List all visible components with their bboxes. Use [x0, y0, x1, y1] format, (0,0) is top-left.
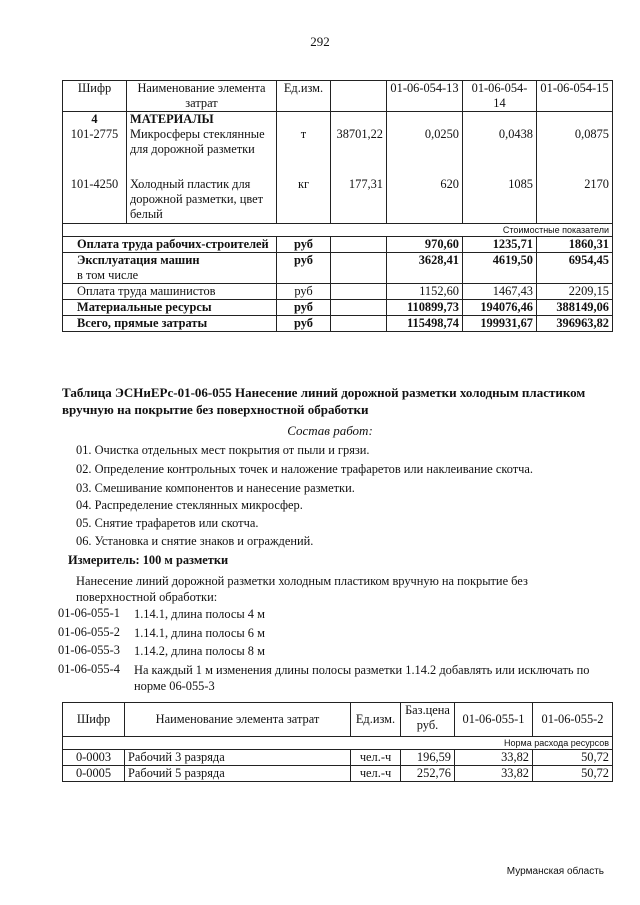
row-code: 101-4250 — [63, 177, 127, 223]
total-row — [63, 283, 613, 299]
row-value: 2170 — [537, 177, 613, 223]
row-code: 101-2775 — [63, 127, 127, 177]
variant-code: 01-06-055-3 — [58, 643, 120, 657]
total-value: 115498,74 — [387, 315, 463, 331]
footer-region: Мурманская область — [506, 866, 604, 877]
row-price: 38701,22 — [331, 127, 387, 177]
total-name: Материальные ресурсы — [63, 299, 277, 315]
total-value: 1467,43 — [463, 283, 537, 299]
header-unit: Ед.изм. — [351, 703, 401, 737]
work-item: 05. Снятие трафаретов или скотча. — [76, 516, 259, 530]
total-name: Оплата труда машинистов — [63, 283, 277, 299]
row-value: 1085 — [463, 177, 537, 223]
total-value: 1235,71 — [463, 236, 537, 252]
cost-indicators-label: Стоимостные показатели — [63, 223, 613, 236]
row-price: 252,76 — [401, 766, 455, 782]
row-value: 33,82 — [455, 750, 533, 766]
header-code: Шифр — [63, 703, 125, 737]
total-unit: руб — [277, 252, 331, 283]
total-unit: руб — [277, 315, 331, 331]
total-value: 970,60 — [387, 236, 463, 252]
row-value: 0,0250 — [387, 127, 463, 177]
total-row — [63, 236, 613, 252]
norm-label: Норма расхода ресурсов — [63, 737, 613, 750]
row-name: Рабочий 5 разряда — [125, 766, 351, 782]
work-item: 03. Смешивание компонентов и нанесение разметки. — [76, 481, 355, 495]
total-value: 194076,46 — [463, 299, 537, 315]
row-unit: чел.-ч — [351, 766, 401, 782]
header-unit: Ед.изм. — [277, 81, 331, 112]
row-unit: кг — [277, 177, 331, 223]
total-unit: руб — [277, 236, 331, 252]
header-col-2: 01-06-055-2 — [533, 703, 613, 737]
variant-text: 1.14.1, длина полосы 6 м — [134, 626, 265, 640]
variant-text: 1.14.1, длина полосы 4 м — [134, 607, 265, 621]
meter-unit: Измеритель: 100 м разметки — [68, 553, 229, 567]
header-col-1: 01-06-055-1 — [455, 703, 533, 737]
row-code: 0-0003 — [63, 750, 125, 766]
table-row — [63, 177, 613, 223]
row-code: 0-0005 — [63, 766, 125, 782]
table-row — [63, 127, 613, 177]
section-number: 4 — [63, 112, 127, 128]
resource-table-054 — [62, 80, 613, 332]
total-unit: руб — [277, 299, 331, 315]
total-sub: в том числе — [77, 267, 139, 282]
total-row — [63, 252, 613, 283]
section-row — [63, 112, 613, 128]
row-unit: чел.-ч — [351, 750, 401, 766]
total-unit: руб — [277, 283, 331, 299]
total-value: 1860,31 — [537, 236, 613, 252]
total-value: 396963,82 — [537, 315, 613, 331]
row-name: Рабочий 3 разряда — [125, 750, 351, 766]
row-price: 196,59 — [401, 750, 455, 766]
description: Нанесение линий дорожной разметки холодным пластиком вручную на покрытие без поверхностной обработки: — [76, 574, 528, 604]
total-name: Эксплуатация машин — [77, 252, 200, 267]
variant-code: 01-06-055-1 — [58, 606, 120, 620]
row-value: 50,72 — [533, 750, 613, 766]
table-row — [63, 750, 613, 766]
total-value: 3628,41 — [387, 252, 463, 283]
section-title: МАТЕРИАЛЫ — [127, 112, 277, 128]
row-value: 50,72 — [533, 766, 613, 782]
row-value: 620 — [387, 177, 463, 223]
total-value: 110899,73 — [387, 299, 463, 315]
work-item: 02. Определение контрольных точек и наложение трафаретов или наклеивание скотча. — [76, 462, 533, 476]
work-item: 01. Очистка отдельных мест покрытия от пыли и грязи. — [76, 443, 370, 457]
total-name: Всего, прямые затраты — [63, 315, 277, 331]
total-name: Оплата труда рабочих-строителей — [63, 236, 277, 252]
row-value: 0,0438 — [463, 127, 537, 177]
total-row — [63, 315, 613, 331]
total-value: 6954,45 — [537, 252, 613, 283]
total-value: 1152,60 — [387, 283, 463, 299]
table-heading: Таблица ЭСНиЕРс-01-06-055 Нанесение линий дорожной разметки холодным пластиком вручную на покрытие без поверхностной обработки — [62, 385, 586, 417]
header-col-14: 01-06-054-14 — [463, 81, 537, 112]
total-value: 2209,15 — [537, 283, 613, 299]
total-value: 199931,67 — [463, 315, 537, 331]
row-value: 33,82 — [455, 766, 533, 782]
table-row — [63, 766, 613, 782]
header-name: Наименование элемента затрат — [127, 81, 277, 112]
variant-code: 01-06-055-4 — [58, 662, 120, 676]
row-name: Холодный пластик для дорожной разметки, цвет белый — [127, 177, 277, 223]
row-price: 177,31 — [331, 177, 387, 223]
total-name-cell — [63, 252, 277, 283]
total-value: 388149,06 — [537, 299, 613, 315]
header-name: Наименование элемента затрат — [125, 703, 351, 737]
header-col-15: 01-06-054-15 — [537, 81, 613, 112]
variant-text: 1.14.2, длина полосы 8 м — [134, 644, 265, 658]
composition-title: Состав работ: — [287, 423, 373, 438]
work-item: 06. Установка и снятие знаков и ограждений. — [76, 534, 314, 548]
page-number: 292 — [310, 34, 330, 49]
table-header-row — [63, 81, 613, 112]
total-row — [63, 299, 613, 315]
cost-indicators-row — [63, 223, 613, 236]
total-value: 4619,50 — [463, 252, 537, 283]
resource-table-055 — [62, 702, 613, 782]
row-value: 0,0875 — [537, 127, 613, 177]
norm-label-row — [63, 737, 613, 750]
header-code: Шифр — [63, 81, 127, 112]
table-header-row — [63, 703, 613, 737]
row-unit: т — [277, 127, 331, 177]
variant-text: На каждый 1 м изменения длины полосы разметки 1.14.2 добавлять или исключать по норме 06-055-3 — [134, 663, 590, 693]
header-price — [331, 81, 387, 112]
header-col-13: 01-06-054-13 — [387, 81, 463, 112]
variant-code: 01-06-055-2 — [58, 625, 120, 639]
header-price: Баз.цена руб. — [401, 703, 455, 737]
work-item: 04. Распределение стеклянных микросфер. — [76, 498, 303, 512]
row-name: Микросферы стеклянные для дорожной разметки — [127, 127, 277, 177]
